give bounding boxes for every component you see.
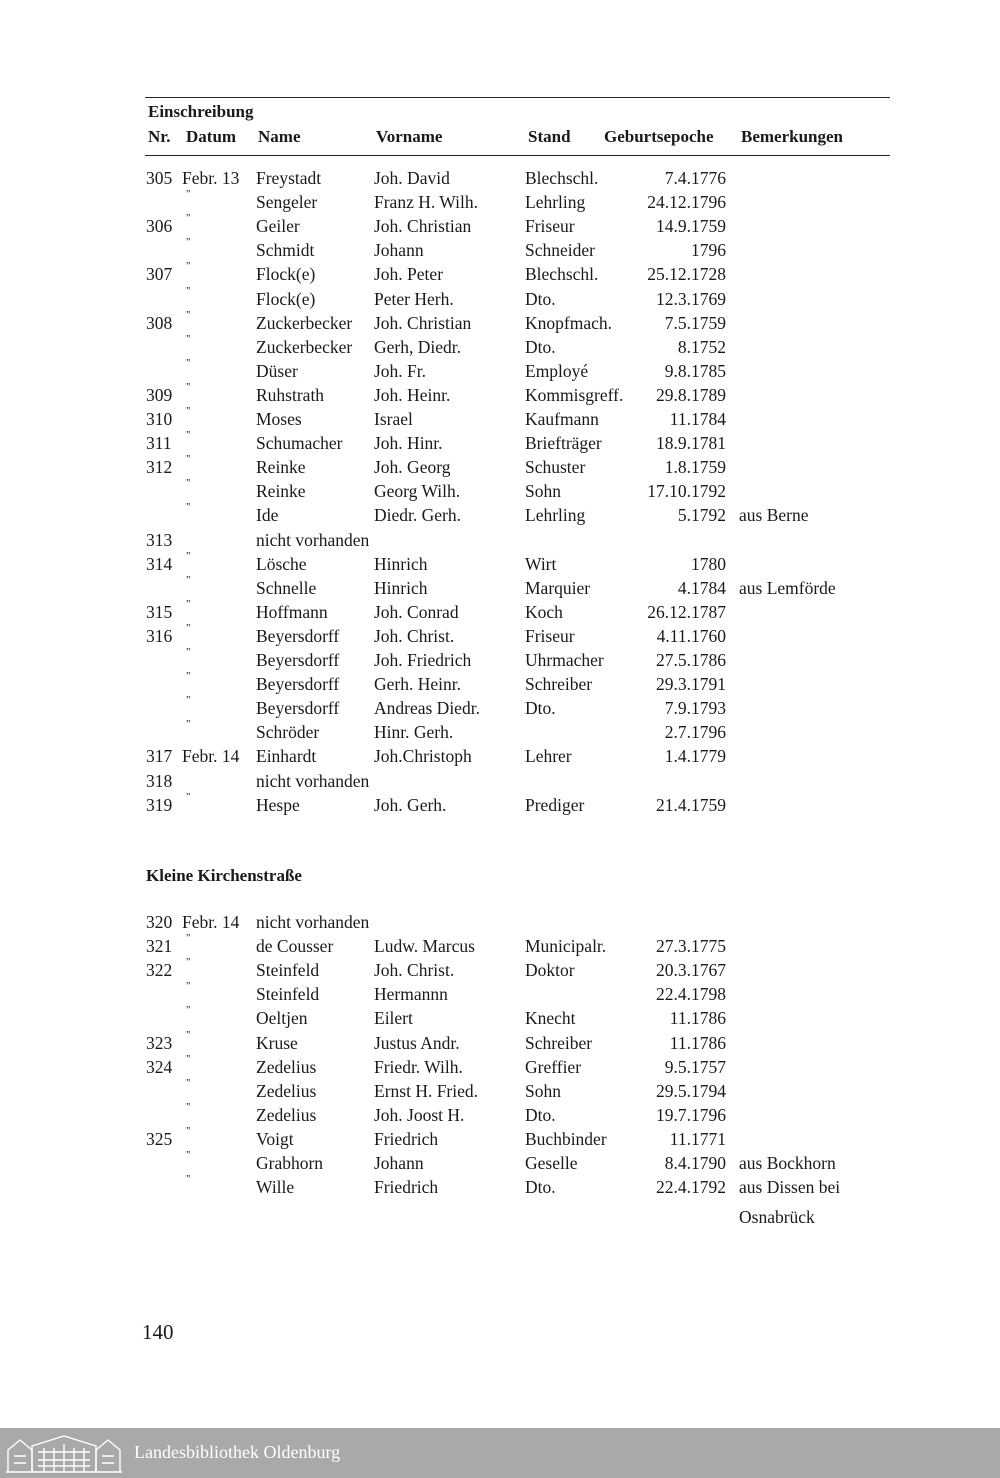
entry-date: " <box>186 597 191 610</box>
top-rule <box>145 97 890 98</box>
entry-date: " <box>186 380 191 393</box>
entry-occupation: Lehrer <box>525 746 572 767</box>
entry-occupation: Dto. <box>525 1177 556 1198</box>
entry-date: " <box>186 429 191 442</box>
table-row <box>0 188 1000 216</box>
entry-surname: Freystadt <box>256 168 322 188</box>
entry-birth-date: 14.9.1759 <box>656 216 726 237</box>
entry-date: " <box>186 980 191 993</box>
section-title-kleine-kirchenstrasse: Kleine Kirchenstraße <box>146 866 302 885</box>
entry-date: " <box>186 790 191 803</box>
entry-number: 319 <box>146 794 173 815</box>
entry-birth-date: 29.3.1791 <box>656 674 726 695</box>
entry-date: " <box>186 1149 191 1161</box>
table-row <box>0 1052 1000 1081</box>
table-row <box>0 932 1000 960</box>
entry-birth-date: 7.5.1759 <box>664 312 726 333</box>
entry-surname: Beyersdorff <box>256 674 340 695</box>
entry-remarks: aus Dissen bei <box>739 1177 841 1198</box>
entry-birth-date: 11.1786 <box>669 1032 726 1053</box>
entry-given-name: Joh. Conrad <box>374 601 459 622</box>
entry-occupation: Prediger <box>525 794 585 815</box>
entry-surname: Zedelius <box>256 1056 317 1077</box>
table-row <box>0 621 1000 650</box>
entry-surname: nicht vorhanden <box>256 912 370 932</box>
table-row <box>0 236 1000 264</box>
entry-remarks: aus Lemförde <box>739 577 836 598</box>
entry-date: " <box>186 646 191 658</box>
entry-surname: Oeltjen <box>256 1008 308 1029</box>
entry-given-name: Johann <box>374 240 424 261</box>
entry-occupation: Municipalr. <box>525 936 607 957</box>
entry-date: " <box>186 212 191 225</box>
entry-number: 306 <box>146 216 173 237</box>
entry-given-name: Joh. Gerh. <box>374 794 447 815</box>
remark-continuation-text: Osnabrück <box>739 1207 815 1227</box>
entry-birth-date: 11.1784 <box>669 409 726 429</box>
entry-date: Febr. 14 <box>182 912 240 932</box>
entry-occupation: Marquier <box>525 577 591 598</box>
column-header-name: Name <box>258 127 301 146</box>
column-header-nr: Nr. <box>148 127 171 146</box>
entry-given-name: Joh. Fr. <box>374 360 427 381</box>
entry-given-name: Franz H. Wilh. <box>374 192 478 213</box>
entry-date: " <box>186 670 191 683</box>
entry-birth-date: 1780 <box>691 553 726 574</box>
entry-given-name: Friedrich <box>374 1128 439 1149</box>
table-row <box>0 646 1000 674</box>
table-row <box>0 168 1000 192</box>
entry-given-name: Ernst H. Fried. <box>374 1080 479 1101</box>
entry-given-name: Andreas Diedr. <box>374 698 480 719</box>
entry-occupation: Koch <box>525 601 563 622</box>
table-row <box>0 260 1000 288</box>
entry-date: " <box>186 1124 191 1137</box>
entry-surname: Flock(e) <box>256 264 316 285</box>
table-row <box>0 771 1000 795</box>
entry-date: Febr. 13 <box>182 168 240 188</box>
entry-date: " <box>186 1028 191 1041</box>
entry-given-name: Diedr. Gerh. <box>374 505 461 526</box>
entry-given-name: Hinr. Gerh. <box>374 722 454 743</box>
group-header-einschreibung: Einschreibung <box>148 102 254 121</box>
entry-birth-date: 17.10.1792 <box>647 481 726 502</box>
entry-number: 322 <box>146 960 173 981</box>
entry-surname: Reinke <box>256 457 306 478</box>
entry-surname: Grabhorn <box>256 1153 324 1173</box>
table-row <box>0 1028 1000 1057</box>
table-row <box>0 453 1000 481</box>
entry-given-name: Joh. Christ. <box>374 625 455 646</box>
entry-surname: Ruhstrath <box>256 384 325 405</box>
entry-date: " <box>186 1076 191 1089</box>
column-header-vorname: Vorname <box>376 127 443 146</box>
entry-surname: Ide <box>256 505 279 526</box>
table-row <box>0 573 1000 602</box>
entry-given-name: Georg Wilh. <box>374 481 461 502</box>
column-header-geburtsepoche: Geburtsepoche <box>604 127 714 146</box>
table-row <box>0 1076 1000 1105</box>
entry-number: 314 <box>146 553 173 574</box>
entry-date: " <box>186 236 191 249</box>
entry-number: 305 <box>146 168 173 188</box>
library-building-icon <box>4 1432 124 1476</box>
entry-given-name: Joh. Joost H. <box>374 1104 465 1125</box>
table-row <box>0 212 1000 240</box>
entry-birth-date: 27.3.1775 <box>656 936 726 957</box>
entry-surname: Düser <box>256 360 298 381</box>
entry-occupation: Geselle <box>525 1153 578 1173</box>
entry-occupation: Kommisgreff. <box>525 384 624 405</box>
entry-birth-date: 12.3.1769 <box>656 288 726 309</box>
entry-surname: Zedelius <box>256 1080 317 1101</box>
entry-occupation: Dto. <box>525 336 556 357</box>
entry-occupation: Knopfmach. <box>525 312 612 333</box>
entry-date: " <box>186 718 191 731</box>
entry-number: 315 <box>146 601 173 622</box>
entry-birth-date: 20.3.1767 <box>656 960 726 981</box>
entry-date: " <box>186 956 191 969</box>
entry-occupation: Doktor <box>525 960 575 981</box>
entry-surname: Schröder <box>256 722 320 743</box>
entry-occupation: Wirt <box>525 553 557 574</box>
entry-number: 324 <box>146 1056 173 1077</box>
entry-date: " <box>186 477 191 490</box>
entry-occupation: Friseur <box>525 216 575 237</box>
table-row <box>0 356 1000 385</box>
entry-occupation: Dto. <box>525 1104 556 1125</box>
entry-birth-date: 9.5.1757 <box>664 1056 726 1077</box>
entry-remarks: aus Berne <box>739 505 809 526</box>
entry-occupation: Sohn <box>525 481 561 502</box>
entry-given-name: Hermannn <box>374 984 448 1005</box>
entry-number: 313 <box>146 529 173 550</box>
table-row <box>0 1149 1000 1177</box>
entry-surname: Hoffmann <box>256 601 328 622</box>
entry-date: " <box>186 1052 191 1065</box>
table-row <box>0 597 1000 626</box>
entry-birth-date: 7.4.1776 <box>664 168 726 188</box>
entry-number: 321 <box>146 936 173 957</box>
entry-number: 310 <box>146 409 173 429</box>
entry-occupation: Lehrling <box>525 192 586 213</box>
entry-birth-date: 11.1786 <box>669 1008 726 1029</box>
entry-date: " <box>186 405 191 417</box>
entry-birth-date: 9.8.1785 <box>664 360 726 381</box>
entry-birth-date: 4.1784 <box>677 577 726 598</box>
entry-birth-date: 29.8.1789 <box>656 384 726 405</box>
table-row <box>0 746 1000 770</box>
entry-birth-date: 21.4.1759 <box>656 794 726 815</box>
entry-surname: Beyersdorff <box>256 625 340 646</box>
entry-given-name: Joh. Christian <box>374 216 472 237</box>
entry-date: " <box>186 188 191 201</box>
entry-given-name: Joh. Heinr. <box>374 384 451 405</box>
entry-birth-date: 8.4.1790 <box>664 1153 726 1173</box>
entry-occupation: Briefträger <box>525 433 602 454</box>
entry-given-name: Hinrich <box>374 553 428 574</box>
entry-occupation: Knecht <box>525 1008 576 1029</box>
entry-number: 323 <box>146 1032 173 1053</box>
entry-occupation: Buchbinder <box>525 1128 607 1149</box>
entry-given-name: Joh. Christian <box>374 312 472 333</box>
entry-number: 320 <box>146 912 173 932</box>
entry-number: 308 <box>146 312 173 333</box>
entry-occupation: Friseur <box>525 625 575 646</box>
entry-birth-date: 7.9.1793 <box>664 698 726 719</box>
entry-occupation: Schuster <box>525 457 586 478</box>
entry-given-name: Israel <box>374 409 413 429</box>
table-row <box>0 694 1000 722</box>
entry-surname: Schumacher <box>256 433 343 454</box>
entry-date: " <box>186 501 191 514</box>
table-row <box>0 912 1000 936</box>
entry-surname: Geiler <box>256 216 300 237</box>
entry-date: " <box>186 1100 191 1113</box>
entry-surname: Reinke <box>256 481 306 502</box>
table-row <box>0 1124 1000 1153</box>
entry-number: 325 <box>146 1128 173 1149</box>
table-row <box>0 956 1000 984</box>
entry-occupation: Kaufmann <box>525 409 599 429</box>
entry-birth-date: 24.12.1796 <box>647 192 726 213</box>
entry-given-name: Joh. Peter <box>374 264 444 285</box>
entry-surname: Hespe <box>256 794 300 815</box>
column-header-bemerkungen: Bemerkungen <box>741 127 843 146</box>
header-rule <box>145 155 890 156</box>
table-row <box>0 477 1000 505</box>
entry-given-name: Friedrich <box>374 1177 439 1198</box>
entry-surname: Beyersdorff <box>256 698 340 719</box>
entry-surname: Steinfeld <box>256 984 320 1005</box>
entry-occupation: Schneider <box>525 240 595 261</box>
entry-occupation: Uhrmacher <box>525 650 604 670</box>
table-row <box>0 530 1000 554</box>
entry-occupation: Dto. <box>525 288 556 309</box>
entry-date: " <box>186 549 191 562</box>
entry-surname: Flock(e) <box>256 288 316 309</box>
entry-date: " <box>186 573 191 586</box>
entry-surname: Voigt <box>256 1128 294 1149</box>
library-name: Landesbibliothek Oldenburg <box>134 1442 341 1462</box>
entry-surname: nicht vorhanden <box>256 770 370 791</box>
entry-given-name: Gerh. Heinr. <box>374 674 461 695</box>
entry-number: 312 <box>146 457 173 478</box>
entry-number: 317 <box>146 746 173 767</box>
entry-number: 318 <box>146 770 173 791</box>
entry-given-name: Eilert <box>374 1008 413 1029</box>
entry-birth-date: 4.11.1760 <box>656 625 726 646</box>
remark-continuation <box>0 1207 1000 1231</box>
library-footer-bar <box>0 1428 1000 1478</box>
entry-surname: Beyersdorff <box>256 650 340 670</box>
entry-number: 316 <box>146 625 173 646</box>
entry-occupation: Employé <box>525 360 589 381</box>
table-row <box>0 1100 1000 1129</box>
entry-date: " <box>186 694 191 707</box>
entry-date: " <box>186 1173 191 1186</box>
entry-occupation: Dto. <box>525 698 556 719</box>
entry-surname: Steinfeld <box>256 960 320 981</box>
entry-remarks: aus Bockhorn <box>739 1153 836 1173</box>
entry-birth-date: 18.9.1781 <box>656 433 726 454</box>
entry-birth-date: 1796 <box>691 240 726 261</box>
entry-given-name: Justus Andr. <box>374 1032 460 1053</box>
table-row <box>0 405 1000 433</box>
entry-birth-date: 29.5.1794 <box>656 1080 726 1101</box>
entry-date: " <box>186 260 191 273</box>
entry-surname: Zuckerbecker <box>256 312 353 333</box>
entry-given-name: Peter Herh. <box>374 288 454 309</box>
entry-surname: Sengeler <box>256 192 318 213</box>
entry-birth-date: 19.7.1796 <box>656 1104 726 1125</box>
entry-number: 311 <box>146 433 172 454</box>
entry-surname: Schmidt <box>256 240 315 261</box>
entry-date: " <box>186 453 191 466</box>
entry-birth-date: 5.1792 <box>677 505 726 526</box>
table-row <box>0 429 1000 457</box>
entry-surname: Lösche <box>256 553 307 574</box>
entry-given-name: Joh. Friedrich <box>374 650 472 670</box>
table-row <box>0 380 1000 409</box>
entry-birth-date: 2.7.1796 <box>664 722 726 743</box>
entry-birth-date: 11.1771 <box>669 1128 726 1149</box>
entry-birth-date: 26.12.1787 <box>647 601 726 622</box>
entry-given-name: Joh. Georg <box>374 457 451 478</box>
entry-surname: Schnelle <box>256 577 317 598</box>
entry-birth-date: 22.4.1798 <box>656 984 726 1005</box>
entry-number: 309 <box>146 384 173 405</box>
table-row <box>0 501 1000 529</box>
entry-number: 307 <box>146 264 173 285</box>
entry-occupation: Schreiber <box>525 674 593 695</box>
entry-occupation: Schreiber <box>525 1032 593 1053</box>
entry-given-name: Joh.Christoph <box>374 746 472 767</box>
table-row <box>0 790 1000 819</box>
entry-birth-date: 22.4.1792 <box>656 1177 726 1198</box>
page-number: 140 <box>142 1320 174 1344</box>
table-row <box>0 1173 1000 1201</box>
column-header-datum: Datum <box>186 127 237 146</box>
table-row <box>0 284 1000 313</box>
table-row <box>0 980 1000 1008</box>
entry-date: " <box>186 356 191 369</box>
entry-given-name: Joh. Christ. <box>374 960 455 981</box>
entry-surname: Einhardt <box>256 746 317 767</box>
entry-occupation: Sohn <box>525 1080 561 1101</box>
entry-date: " <box>186 284 191 297</box>
table-row <box>0 718 1000 746</box>
entry-given-name: Johann <box>374 1153 424 1173</box>
entry-surname: Wille <box>256 1177 295 1198</box>
entry-given-name: Gerh, Diedr. <box>374 336 461 357</box>
table-row <box>0 549 1000 578</box>
entry-birth-date: 1.8.1759 <box>664 457 726 478</box>
entry-given-name: Joh. David <box>374 168 450 188</box>
entry-birth-date: 1.4.1779 <box>664 746 726 767</box>
entry-birth-date: 8.1752 <box>677 336 726 357</box>
entry-date: " <box>186 308 191 321</box>
entry-surname: Zuckerbecker <box>256 336 353 357</box>
entry-occupation: Blechschl. <box>525 168 599 188</box>
entry-surname: Moses <box>256 409 302 429</box>
entry-occupation: Greffier <box>525 1056 582 1077</box>
table-row <box>0 1004 1000 1032</box>
column-header-stand: Stand <box>528 127 571 146</box>
entry-date: " <box>186 1004 191 1017</box>
table-row <box>0 308 1000 337</box>
table-row <box>0 670 1000 698</box>
entry-birth-date: 25.12.1728 <box>647 264 726 285</box>
entry-birth-date: 27.5.1786 <box>656 650 726 670</box>
entry-surname: Kruse <box>256 1032 298 1053</box>
entry-date: " <box>186 932 191 945</box>
entry-given-name: Hinrich <box>374 577 428 598</box>
entry-date: " <box>186 621 191 634</box>
entry-given-name: Ludw. Marcus <box>374 936 475 957</box>
entry-occupation: Lehrling <box>525 505 586 526</box>
entry-given-name: Joh. Hinr. <box>374 433 443 454</box>
entry-surname: de Cousser <box>256 936 334 957</box>
entry-occupation: Blechschl. <box>525 264 599 285</box>
entry-date: Febr. 14 <box>182 746 240 767</box>
table-row <box>0 332 1000 361</box>
entry-surname: Zedelius <box>256 1104 317 1125</box>
entry-surname: nicht vorhanden <box>256 529 370 550</box>
entry-given-name: Friedr. Wilh. <box>374 1056 463 1077</box>
entry-date: " <box>186 332 191 345</box>
